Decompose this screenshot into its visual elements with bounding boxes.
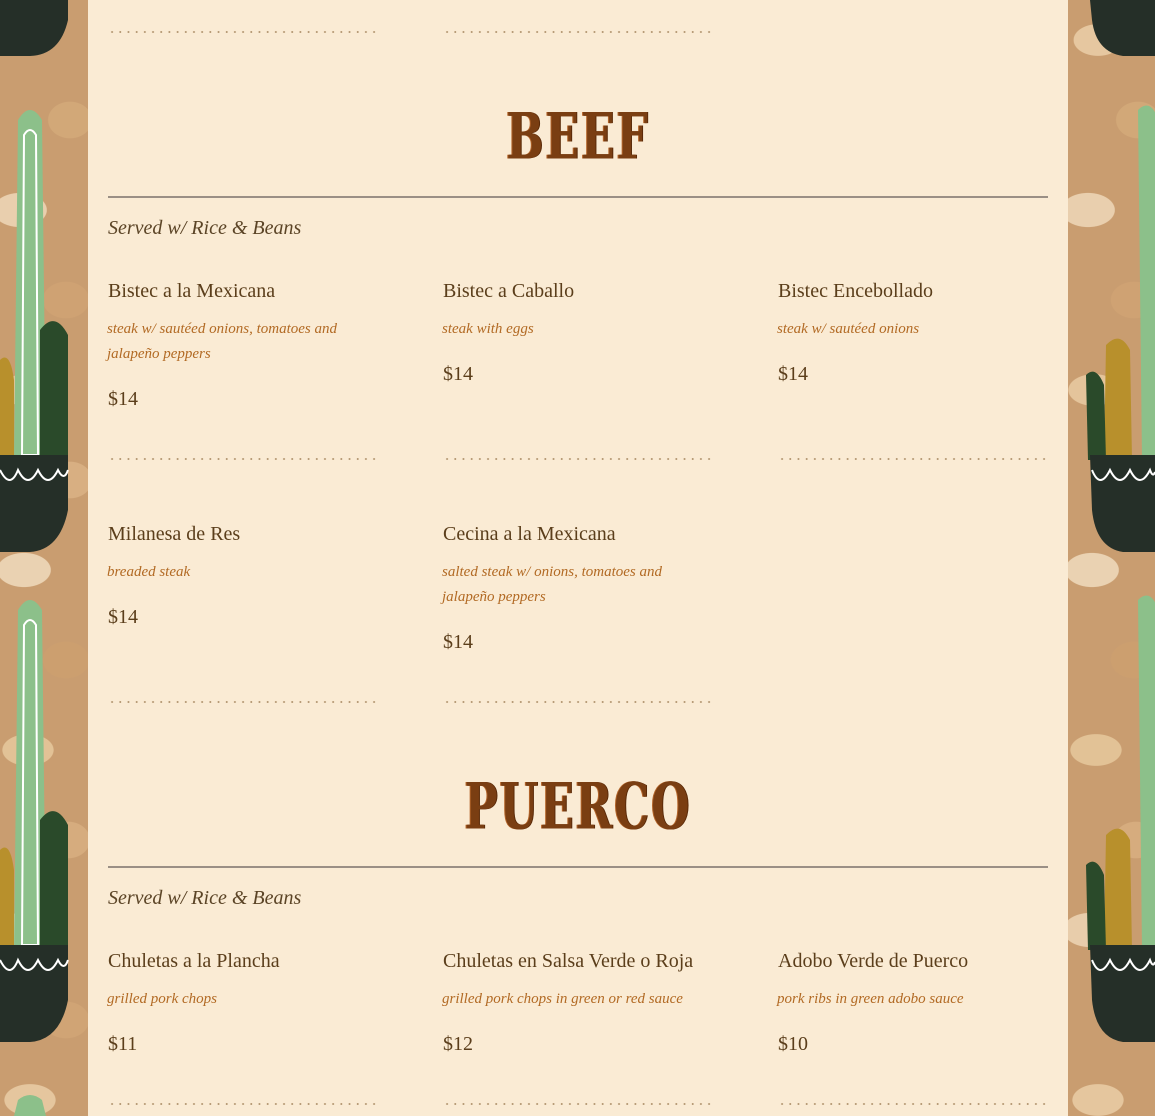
dotted-separator [778,1102,1048,1106]
item-description: grilled pork chops in green or red sauce [442,991,683,1007]
menu-item [108,522,378,629]
item-price: $11 [108,1033,138,1055]
item-description: steak with eggs [442,321,534,337]
dotted-separator [443,700,713,704]
menu-item [108,949,378,1056]
item-name: Adobo Verde de Puerco [778,950,969,972]
item-price: $14 [443,631,473,653]
dotted-separator [108,1102,378,1106]
item-description: breaded steak [107,564,191,580]
item-price: $14 [108,606,138,628]
item-name: Chuletas a la Plancha [108,950,280,972]
cactus-pot-icon [1068,0,1155,1116]
menu-item [443,949,713,1056]
item-name: Bistec Encebollado [778,280,933,302]
menu-item [443,522,713,654]
item-name: Milanesa de Res [108,523,241,545]
item-description: salted steak w/ onions, tomatoes and jalapeño peppers [442,564,662,605]
item-price: $14 [778,363,808,385]
item-description: grilled pork chops [107,991,217,1007]
item-description: steak w/ sautéed onions [777,321,920,337]
item-price: $14 [443,363,473,385]
menu-item [443,279,713,386]
menu-item [108,279,378,411]
item-price: $12 [443,1033,473,1055]
served-with-note: Served w/ Rice & Beans [108,887,302,909]
section-title-puerco: PUERCO [464,770,692,845]
dotted-separator [443,457,713,461]
left-decorative-wall [0,0,88,1116]
dotted-separator [108,30,378,34]
item-price: $14 [108,388,138,410]
item-description: steak w/ sautéed onions, tomatoes and jalapeño peppers [107,321,337,362]
item-name: Chuletas en Salsa Verde o Roja [443,950,694,972]
section-divider [108,196,1048,198]
dotted-separator [108,457,378,461]
served-with-note: Served w/ Rice & Beans [108,217,302,239]
menu-item [778,949,1048,1056]
item-name: Bistec a la Mexicana [108,280,276,302]
item-name: Cecina a la Mexicana [443,523,616,545]
dotted-separator [108,700,378,704]
section-title-beef: BEEF [506,100,650,175]
item-name: Bistec a Caballo [443,280,575,302]
dotted-separator [778,457,1048,461]
item-price: $10 [778,1033,808,1055]
cactus-pot-icon [0,0,88,1116]
right-decorative-wall [1068,0,1155,1116]
item-description: pork ribs in green adobo sauce [777,991,964,1007]
section-divider [108,866,1048,868]
menu-item [778,279,1048,386]
dotted-separator [443,1102,713,1106]
menu-page [88,0,1068,1116]
dotted-separator [443,30,713,34]
